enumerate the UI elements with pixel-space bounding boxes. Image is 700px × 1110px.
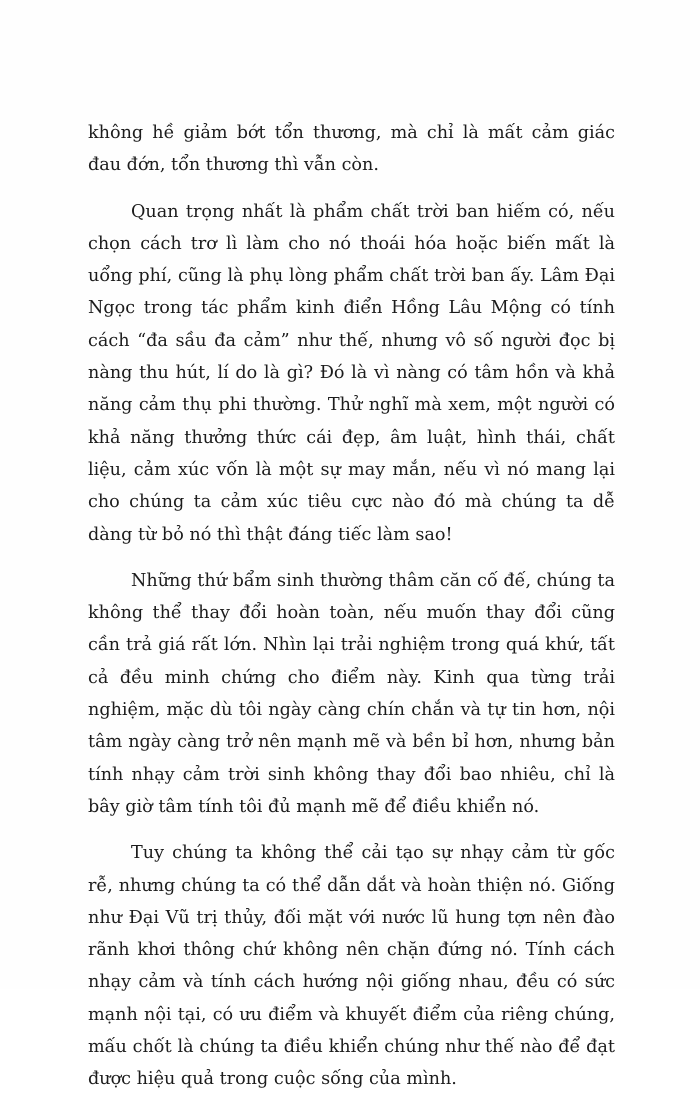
paragraph-dai-ngoc: Quan trọng nhất là phẩm chất trời ban hiếm có, nếu chọn cách trơ lì làm cho nó thoái hóa hoặc biến mất là uổng phí, cũng là phụ lòng phẩm chất trời ban ấy. Lâm Đại Ngọc trong tác phẩm kinh điển Hồng Lâu Mộng có tính cách “đa sầu đa cảm” như thế, nhưng vô số người đọc bị nàng thu hút, lí do là gì? Đó là vì nàng có tâm hồn và khả năng cảm thụ phi thường. Thử nghĩ mà xem, một người có khả năng thưởng thức cái đẹp, âm luật, hình thái, chất liệu, cảm xúc vốn là một sự may mắn, nếu vì nó mang lại cho chúng ta cảm xúc tiêu cực nào đó mà chúng ta dễ dàng từ bỏ nó thì thật đáng tiếc làm sao! [88, 201, 615, 545]
paragraph-innate-traits: Những thứ bẩm sinh thường thâm căn cố đế, chúng ta không thể thay đổi hoàn toàn, nếu muốn thay đổi cũng cần trả giá rất lớn. Nhìn lại trải nghiệm trong quá khứ, tất cả đều minh chứng cho điểm này. Kinh qua từng trải nghiệm, mặc dù tôi ngày càng chín chắn và tự tin hơn, nội tâm ngày càng trở nên mạnh mẽ và bền bỉ hơn, nhưng bản tính nhạy cảm trời sinh không thay đổi bao nhiêu, chỉ là bây giờ tâm tính tôi đủ mạnh mẽ để điều khiển nó. [88, 570, 615, 817]
paragraph-continuation: không hề giảm bớt tổn thương, mà chỉ là mất cảm giác đau đớn, tổn thương thì vẫn còn. [88, 123, 615, 176]
paragraph-guiding-sensitivity: Tuy chúng ta không thể cải tạo sự nhạy cảm từ gốc rễ, nhưng chúng ta có thể dẫn dắt và hoàn thiện nó. Giống như Đại Vũ trị thủy, đối mặt với nước lũ hung tợn nên đào rãnh khơi thông chứ không nên chặn đứng nó. Tính cách nhạy cảm và tính cách hướng nội giống nhau, đều có sức mạnh nội tại, có ưu điểm và khuyết điểm của riêng chúng, mấu chốt là chúng ta điều khiển chúng như thế nào để đạt được hiệu quả trong cuộc sống của mình. [88, 843, 615, 1090]
body-text [88, 117, 615, 1110]
